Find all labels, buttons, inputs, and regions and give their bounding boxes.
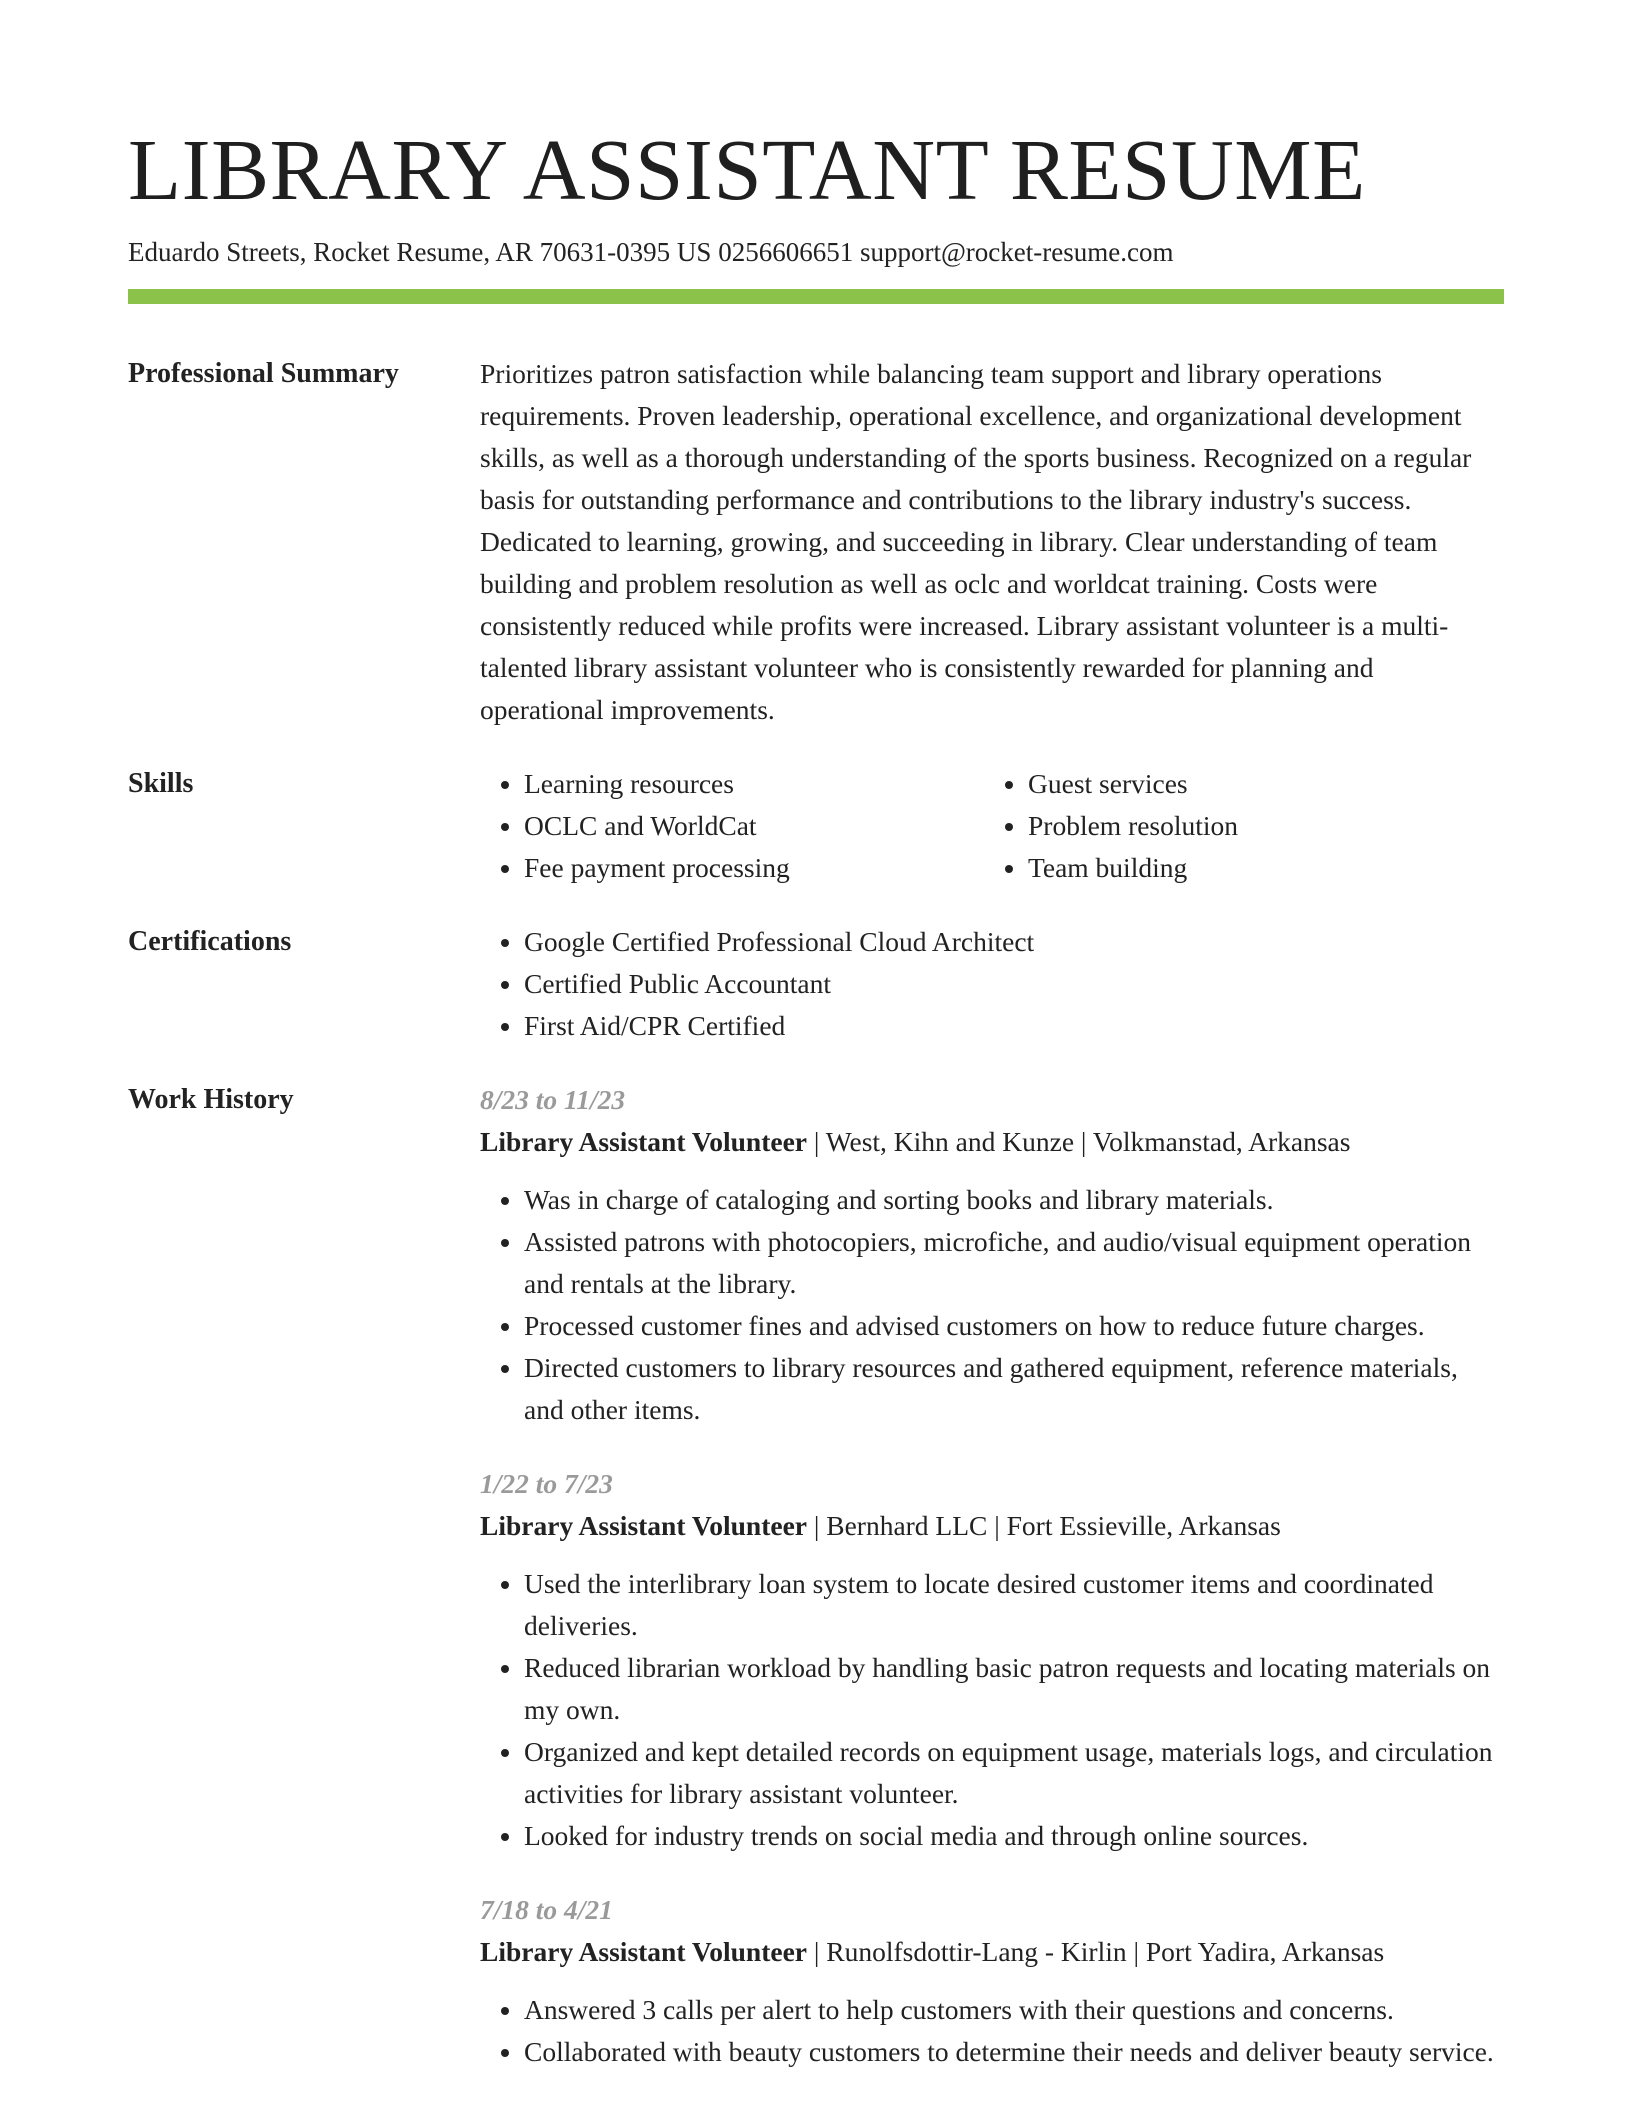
job-dates: 1/22 to 7/23 xyxy=(480,1468,613,1499)
job-duties xyxy=(480,1563,1504,1857)
duty-item: • Used the interlibrary loan system to locate desired customer items and coordinated deliveries. xyxy=(524,1563,1504,1647)
duty-item: • Assisted patrons with photocopiers, microfiche, and audio/visual equipment operation and rentals at the library. xyxy=(524,1221,1504,1305)
job-entry xyxy=(480,1889,1504,2073)
accent-divider xyxy=(128,289,1504,304)
job-title: Library Assistant Volunteer xyxy=(480,1510,807,1541)
skill-item: • Team building xyxy=(1028,847,1488,889)
section-heading: Certifications xyxy=(128,926,292,957)
skill-item: • Problem resolution xyxy=(1028,805,1488,847)
duty-item: • Was in charge of cataloging and sorting books and library materials. xyxy=(524,1179,1504,1221)
summary-text: Prioritizes patron satisfaction while balancing team support and library operations requirements. Proven leadership, operational excellence, and organizational development skills, as well as a thorough understanding of the sports business. Recognized on a regular basis for outstanding performance and contributions to the library industry's success. Dedicated to learning, growing, and succeeding in library. Clear understanding of team building and problem resolution as well as oclc and worldcat training. Costs were consistently reduced while profits were increased. Library assistant volunteer is a multi-talented library assistant volunteer who is consistently rewarded for planning and operational improvements. xyxy=(480,358,1472,725)
job-heading xyxy=(480,1505,1504,1547)
job-title: Library Assistant Volunteer xyxy=(480,1936,807,1967)
job-employer-location: | West, Kihn and Kunze | Volkmanstad, Arkansas xyxy=(806,1126,1351,1157)
duty-item: • Directed customers to library resources and gathered equipment, reference materials, and other items. xyxy=(524,1347,1504,1431)
job-entry xyxy=(480,1463,1504,1857)
duty-item: • Processed customer fines and advised customers on how to reduce future charges. xyxy=(524,1305,1504,1347)
duty-item: • Organized and kept detailed records on equipment usage, materials logs, and circulation activities for library assistant volunteer. xyxy=(524,1731,1504,1815)
skill-item: • OCLC and WorldCat xyxy=(524,805,984,847)
contact-line: Eduardo Streets, Rocket Resume, AR 70631-0395 US 0256606651 support@rocket-resume.com xyxy=(128,237,1174,267)
certification-item: • First Aid/CPR Certified xyxy=(524,1005,1504,1047)
duty-item: • Answered 3 calls per alert to help customers with their questions and concerns. xyxy=(524,1989,1504,2031)
skills-section xyxy=(128,763,1504,889)
certification-item: • Certified Public Accountant xyxy=(524,963,1504,1005)
job-dates: 8/23 to 11/23 xyxy=(480,1084,626,1115)
section-heading: Work History xyxy=(128,1084,294,1115)
work-history-section xyxy=(128,1079,1504,2105)
section-heading: Skills xyxy=(128,768,194,799)
job-employer-location: | Bernhard LLC | Fort Essieville, Arkansas xyxy=(806,1510,1281,1541)
job-duties xyxy=(480,1179,1504,1431)
job-entry xyxy=(480,1079,1504,1431)
job-duties xyxy=(480,1989,1504,2073)
duty-item: • Collaborated with beauty customers to determine their needs and deliver beauty service. xyxy=(524,2031,1504,2073)
job-dates: 7/18 to 4/21 xyxy=(480,1894,613,1925)
job-heading xyxy=(480,1931,1504,1973)
section-heading: Professional Summary xyxy=(128,358,399,389)
job-employer-location: | Runolfsdottir-Lang - Kirlin | Port Yadira, Arkansas xyxy=(806,1936,1385,1967)
resume-page xyxy=(128,0,1504,2105)
skills-list-left xyxy=(480,763,984,889)
job-title: Library Assistant Volunteer xyxy=(480,1126,807,1157)
duty-item: • Looked for industry trends on social media and through online sources. xyxy=(524,1815,1504,1857)
certification-item: • Google Certified Professional Cloud Architect xyxy=(524,921,1504,963)
skills-list-right xyxy=(984,763,1488,889)
duty-item: • Reduced librarian workload by handling basic patron requests and locating materials on my own. xyxy=(524,1647,1504,1731)
skill-item: • Learning resources xyxy=(524,763,984,805)
certifications-section xyxy=(128,921,1504,1047)
job-heading xyxy=(480,1121,1504,1163)
resume-title: LIBRARY ASSISTANT RESUME xyxy=(128,121,1366,218)
certifications-list xyxy=(480,921,1504,1047)
skill-item: • Guest services xyxy=(1028,763,1488,805)
professional-summary-section xyxy=(128,353,1504,731)
skill-item: • Fee payment processing xyxy=(524,847,984,889)
